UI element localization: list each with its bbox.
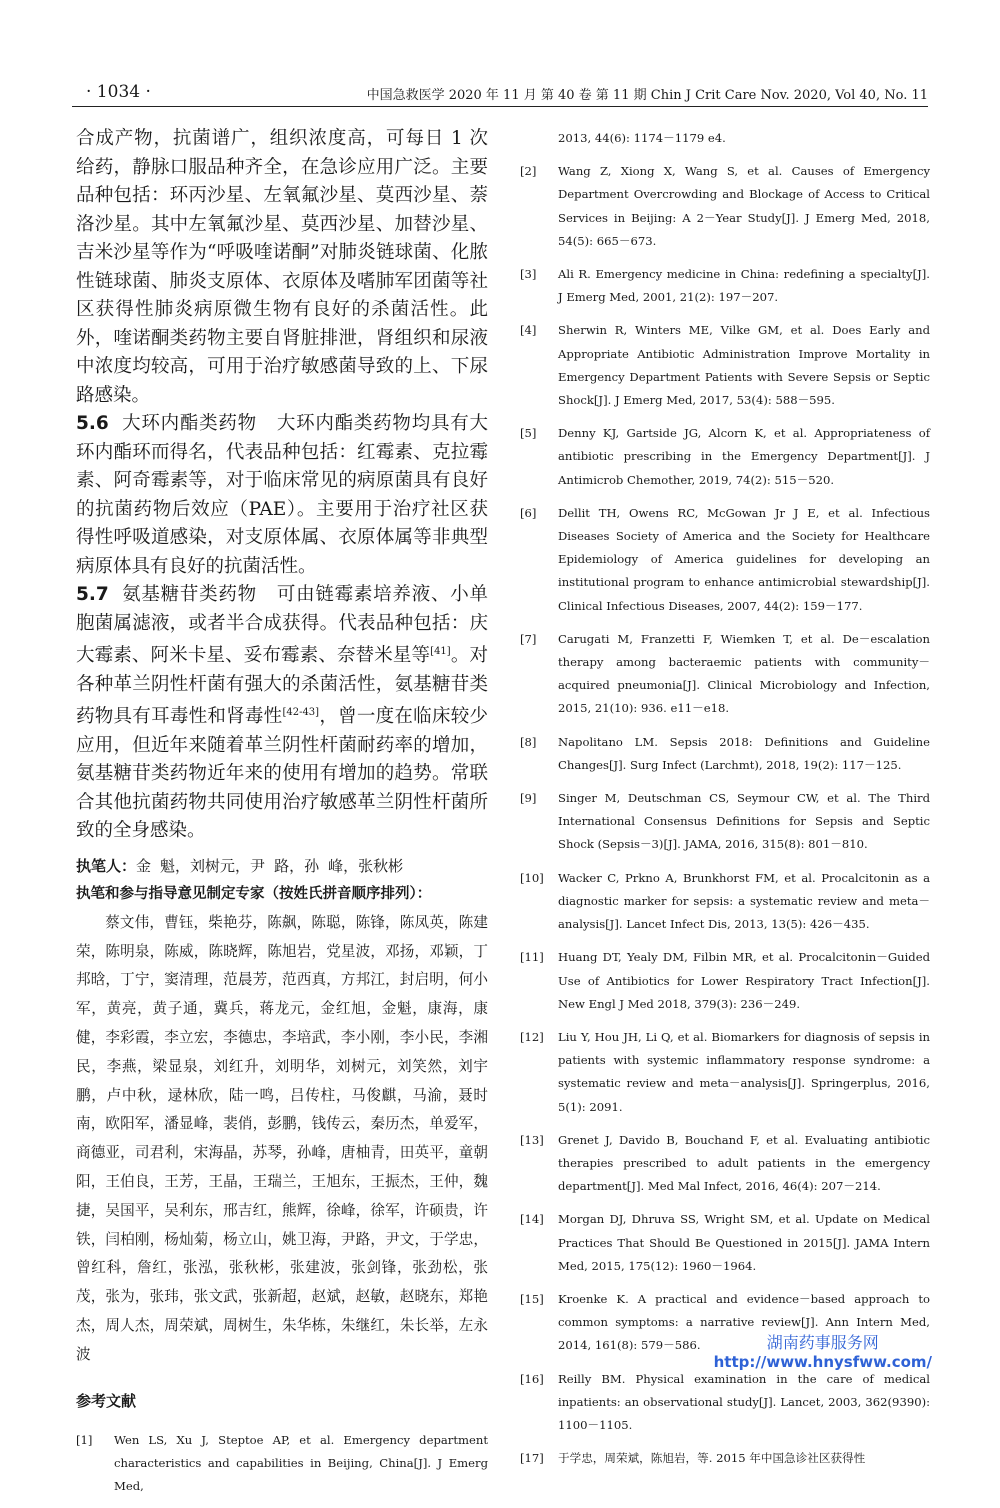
section-number: 5.7 [76, 584, 109, 605]
reference-item [520, 1026, 930, 1119]
reference-number: [2] [520, 164, 537, 179]
reference-item [520, 1447, 930, 1470]
reference-number: [10] [520, 870, 544, 885]
right-column [520, 127, 930, 1480]
reference-text: Denny KJ, Gartside JG, Alcorn K, et al. Appropriateness of antibiotic prescribing in the Emergency Department[J]. J Antimicrob Chemother, 2019, 74(2): 515－520. [558, 426, 930, 487]
reference-number: [16] [520, 1371, 544, 1386]
reference-text: Ali R. Emergency medicine in China: redefining a specialty[J]. J Emerg Med, 2001, 21(2): 197－207. [558, 267, 930, 305]
reference-text: Huang DT, Yealy DM, Filbin MR, et al. Procalcitonin－Guided Use of Antibiotics for Lower Respiratory Tract Infection[J]. New Engl J Med 2018, 379(3): 236－249. [558, 950, 930, 1011]
section-5-6 [76, 410, 488, 581]
reference-item [76, 1429, 488, 1499]
reference-text: Sherwin R, Winters ME, Vilke GM, et al. Does Early and Appropriate Antibiotic Administration Improve Mortality in Emergency Department Patients with Severe Sepsis or Septic Shock[J]. J Emerg Med, 2017, 53(4): 588－595. [558, 323, 930, 408]
reference-number: [1] [76, 1432, 93, 1447]
page-header [72, 78, 928, 107]
watermark-name: 湖南药事服务网 [766, 1333, 879, 1352]
reference-text: Wacker C, Prkno A, Brunkhorst FM, et al. Procalcitonin as a diagnostic marker for sepsis: a systematic review and meta－analysis[J]. Lancet Infect Dis, 2013, 13(5): 426－435. [558, 870, 930, 932]
citation: [42-43] [282, 707, 320, 719]
section-text: 可由链霉素培养液、小单胞菌属滤液，或者半合成获得。代表品种包括：庆大霉素、阿米卡星、妥布霉素、奈替米星等 [76, 584, 488, 667]
citation: [41] [430, 646, 451, 657]
reference-text: Wen LS, Xu J, Steptoe AP, et al. Emergency department characteristics and capabilities in Beijing, China[J]. J Emerg Med, [114, 1432, 488, 1493]
reference-item [520, 946, 930, 1016]
reference-item [520, 1129, 930, 1199]
reference-item [558, 127, 930, 150]
authors-label: 执笔人： [76, 856, 137, 875]
reference-number: [8] [520, 734, 537, 749]
reference-item [520, 628, 930, 721]
reference-item [520, 263, 930, 309]
journal-info: 中国急救医学 2020 年 11 月 第 40 卷 第 11 期 Chin J Crit Care Nov. 2020, Vol 40, No. 11 [366, 88, 928, 103]
reference-text: Kroenke K. A practical and evidence－based approach to common symptoms: a narrative review[J]. Ann Intern Med, 2014, 161(8): 579－586. [558, 1291, 930, 1353]
reference-number: [14] [520, 1212, 544, 1227]
left-column [76, 125, 488, 1508]
reference-number: [4] [520, 323, 537, 338]
reference-number: [12] [520, 1029, 544, 1044]
section-title: 大环内酯类药物 [122, 413, 257, 434]
reference-item [520, 319, 930, 412]
reference-text: Grenet J, Davido B, Bouchand F, et al. Evaluating antibiotic therapies prescribed to adult patients in the emergency department[J]. Med Mal Infect, 2016, 46(4): 207－214. [558, 1132, 930, 1194]
reference-number: [5] [520, 426, 537, 441]
reference-text: Liu Y, Hou JH, Li Q, et al. Biomarkers for diagnosis of sepsis in patients with systemic inflammatory response syndrome: a systematic review and meta－analysis[J]. Springerplus, 2016, 5(1): 2091. [558, 1029, 930, 1114]
reference-text: Napolitano LM. Sepsis 2018: Definitions and Guideline Changes[J]. Surg Infect (Larchmt), 2018, 19(2): 117－125. [558, 734, 930, 772]
reference-text: 2013, 44(6): 1174－1179 e4. [558, 131, 726, 145]
reference-text: Morgan DJ, Dhruva SS, Wright SM, et al. Update on Medical Practices That Should Be Questioned in 2015[J]. JAMA Intern Med, 2015, 175(12): 1960－1964. [558, 1212, 930, 1273]
experts-list: 蔡文伟，曹钰，柴艳芬，陈飙，陈聪，陈锋，陈凤英，陈建荣，陈明泉，陈威，陈晓辉，陈旭岩，党星波，邓扬，邓颖，丁邦晗，丁宁，窦清理，范晨芳，范西真，方邦江，封启明，何小军，黄亮，黄子通，冀兵，蒋龙元，金红旭，金魁，康海，康健，李彩霞，李立宏，李德忠，李培武，李小刚，李小民，李湘民，李燕，梁显泉，刘红升，刘明华，刘树元，刘笑然，刘宇鹏，卢中秋，逯林欣，陆一鸣，吕传柱，马俊麒，马渝，聂时南，欧阳军，潘显峰，裴俏，彭鹏，钱传云，秦历杰，单爱军，商德亚，司君利，宋海晶，苏琴，孙峰，唐柚青，田英平，童朝阳，王伯良，王芳，王晶，王瑞兰，王旭东，王振杰，王仲，魏捷，吴国平，吴利东，邢吉红，熊辉，徐峰，徐军，许硕贵，许铁，闫柏刚，杨灿菊，杨立山，姚卫海，尹路，尹文，于学忠，曾红科，詹红，张泓，张秋彬，张建波，张剑锋，张劲松，张茂，张为，张玮，张文武，张新超，赵斌，赵敏，赵晓东，郑艳杰，周人杰，周荣斌，周树生，朱华栋，朱继红，朱长举，左永波 [76, 913, 488, 1363]
section-number: 5.6 [76, 413, 109, 434]
watermark [714, 1330, 932, 1371]
reference-item [520, 1208, 930, 1278]
page-number: · 1034 · [86, 82, 151, 102]
watermark-url[interactable]: http://www.hnysfww.com/ [713, 1353, 932, 1371]
section-text: ，曾一度在临床较少应用，但近年来随着革兰阴性杆菌耐药率的增加，氨基糖苷类药物近年来的使用有增加的趋势。常联合其他抗菌药物共同使用治疗敏感革兰阴性杆菌所致的全身感染。 [76, 706, 488, 842]
reference-text: Reilly BM. Physical examination in the care of medical inpatients: an observational study[J]. Lancet, 2003, 362(9390): 1100－1105. [558, 1371, 930, 1432]
reference-item [520, 422, 930, 492]
authors-names: 金 魁，刘树元，尹 路，孙 峰，张秋彬 [136, 856, 404, 875]
reference-text: Carugati M, Franzetti F, Wiemken T, et al. De－escalation therapy among bacteraemic patients with community－acquired pneumonia[J]. Clinical Microbiology and Infection, 2015, 21(10): 936. e11－e18. [558, 631, 930, 716]
reference-item [520, 1368, 930, 1438]
references-title: 参考文献 [76, 1391, 137, 1410]
reference-text: Singer M, Deutschman CS, Seymour CW, et al. The Third International Consensus Definitions for Sepsis and Septic Shock (Sepsis－3)[J]. JAMA, 2016, 315(8): 801－810. [558, 791, 930, 852]
reference-text: Wang Z, Xiong X, Wang S, et al. Causes of Emergency Department Overcrowding and Blockage of Access to Critical Services in Beijing: A 2－Year Study[J]. J Emerg Med, 2018, 54(5): 665－673. [558, 164, 930, 248]
paragraph-quinolones: 合成产物，抗菌谱广，组织浓度高，可每日 1 次给药，静脉口服品种齐全，在急诊应用广泛。主要品种包括：环丙沙星、左氧氟沙星、莫西沙星、萘洛沙星。其中左氧氟沙星、莫西沙星、加替沙星、吉米沙星等作为“呼吸喹诺酮”对肺炎链球菌、化脓性链球菌、肺炎支原体、衣原体及嗜肺军团菌等社区获得性肺炎病原微生物有良好的杀菌活性。此外，喹诺酮类药物主要自肾脏排泄，肾组织和尿液中浓度均较高，可用于治疗敏感菌导致的上、下尿路感染。 [76, 128, 488, 406]
reference-text: 于学忠，周荣斌，陈旭岩，等. 2015 年中国急诊社区获得性 [558, 1451, 866, 1466]
reference-number: [15] [520, 1291, 544, 1306]
authors-line [76, 852, 488, 880]
reference-item [520, 787, 930, 857]
reference-number: [7] [520, 631, 537, 646]
reference-number: [11] [520, 950, 544, 965]
reference-number: [17] [520, 1451, 544, 1466]
reference-number: [3] [520, 267, 537, 282]
section-text: 大环内酯类药物均具有大环内酯环而得名，代表品种包括：红霉素、克拉霉素、阿奇霉素等，对于临床常见的病原菌具有良好的抗菌药物后效应（PAE）。主要用于治疗社区获得性呼吸道感染，对支原体属、衣原体属等非典型病原体具有良好的抗菌活性。 [76, 413, 488, 577]
reference-item [520, 160, 930, 253]
reference-text: Dellit TH, Owens RC, McGowan Jr J E, et al. Infectious Diseases Society of America and the Society for Healthcare Epidemiology of America guidelines for developing an institutional program to enhance antimicrobial stewardship[J]. Clinical Infectious Diseases, 2007, 44(2): 159－177. [558, 505, 930, 613]
reference-item [520, 502, 930, 618]
reference-item [520, 731, 930, 777]
section-title: 氨基糖苷类药物 [122, 584, 257, 605]
reference-number: [9] [520, 791, 537, 806]
experts-title: 执笔和参与指导意见制定专家（按姓氏拼音顺序排列）： [76, 885, 432, 902]
reference-item [520, 867, 930, 937]
reference-number: [6] [520, 505, 537, 520]
reference-number: [13] [520, 1132, 544, 1147]
section-text: 。对各种革兰阴性杆菌有强大的杀菌活性，氨基糖苷类药物具有耳毒性和肾毒性 [76, 645, 488, 728]
section-5-7 [76, 581, 488, 846]
